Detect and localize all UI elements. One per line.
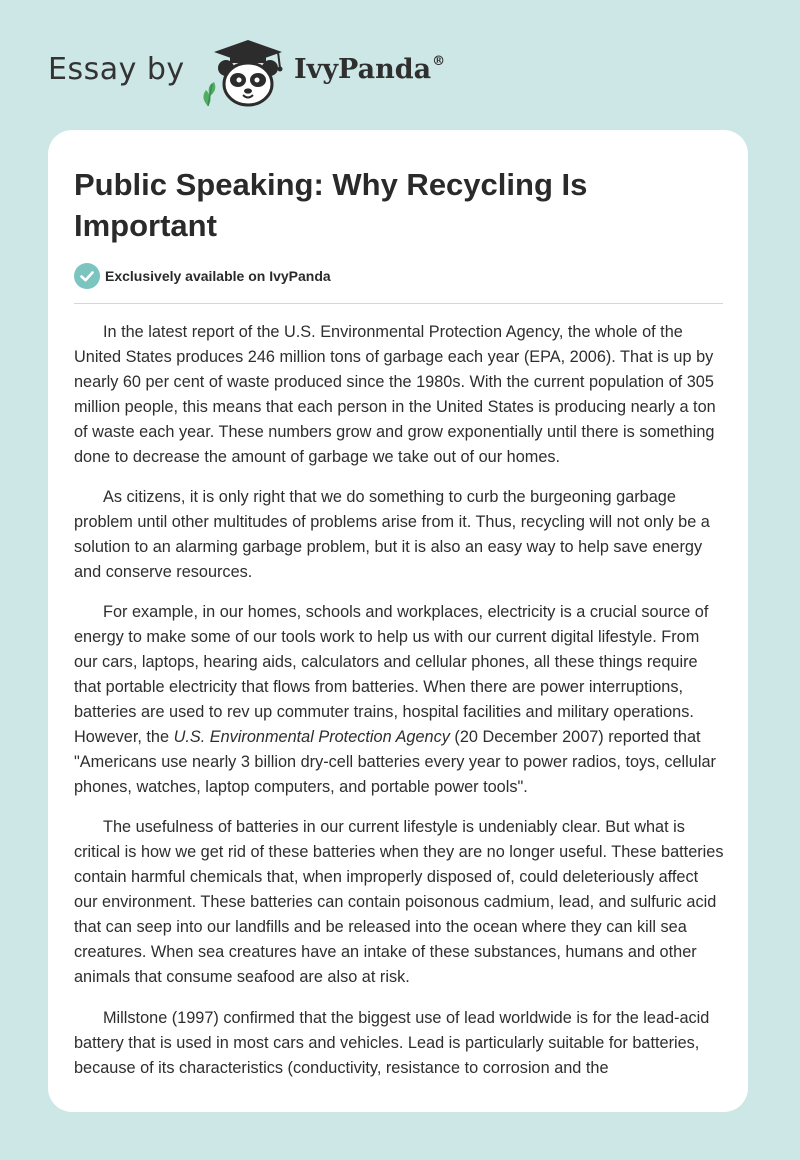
essay-body: [74, 320, 724, 1097]
exclusive-badge-text: Exclusively available on IvyPanda: [105, 268, 331, 284]
paragraph: Millstone (1997) confirmed that the biggest use of lead worldwide is for the lead-acid battery that is used in most cars and vehicles. Lead is particularly suitable for batteries, because of its characteristics (conductivity, resistance to corrosion and the: [74, 1009, 710, 1077]
brand-name: IvyPanda®: [294, 54, 446, 85]
paragraph: As citizens, it is only right that we do something to curb the burgeoning garbage problem until other multitudes of problems arise from it. Thus, recycling will not only be a solution to an alarming garbage problem, but it is also an easy way to help save energy and conserve resources.: [74, 488, 710, 581]
check-circle-icon: [74, 263, 100, 289]
divider: [74, 303, 723, 304]
essay-card: [48, 130, 748, 1112]
panda-logo-icon: [200, 38, 294, 108]
agency-emphasis: U.S. Environmental Protection Agency: [173, 728, 450, 746]
paragraph: For example, in our homes, schools and workplaces, electricity is a crucial source of energy to make some of our tools work to help us with our current digital lifestyle. From our cars, laptops, hearing aids, calculators and cellular phones, all these things require that portable electricity that flows from batteries. When there are power interruptions, batteries are used to rev up commuter trains, hospital facilities and military operations. However, the U.S. Environmental Protection Agency (20 December 2007) reported that "Americans use nearly 3 billion dry-cell batteries every year to power radios, toys, cellular phones, watches, laptop computers, and portable power tools".: [74, 603, 716, 796]
paragraph: The usefulness of batteries in our current lifestyle is undeniably clear. But what is critical is how we get rid of these batteries when they are no longer useful. These batteries contain harmful chemicals that, when improperly disposed of, could deleteriously affect our environment. These batteries can contain poisonous cadmium, lead, and sulfuric acid that can seep into our landfills and be released into the ocean where they can kill sea creatures. When sea creatures have an intake of these substances, humans and other animals that consume seafood are also at risk.: [74, 818, 724, 986]
exclusive-badge: [74, 263, 474, 289]
paragraph: In the latest report of the U.S. Environmental Protection Agency, the whole of the United States produces 246 million tons of garbage each year (EPA, 2006). That is up by nearly 60 per cent of waste produced since the 1980s. With the current population of 305 million people, this means that each person in the United States is producing nearly a ton of waste each year. These numbers grow and grow exponentially until there is something done to decrease the amount of garbage we take out of our homes.: [74, 323, 716, 466]
brand-prefix: Essay by: [48, 52, 185, 87]
brand-header[interactable]: [48, 38, 488, 108]
essay-title: Public Speaking: Why Recycling Is Important: [74, 167, 588, 243]
